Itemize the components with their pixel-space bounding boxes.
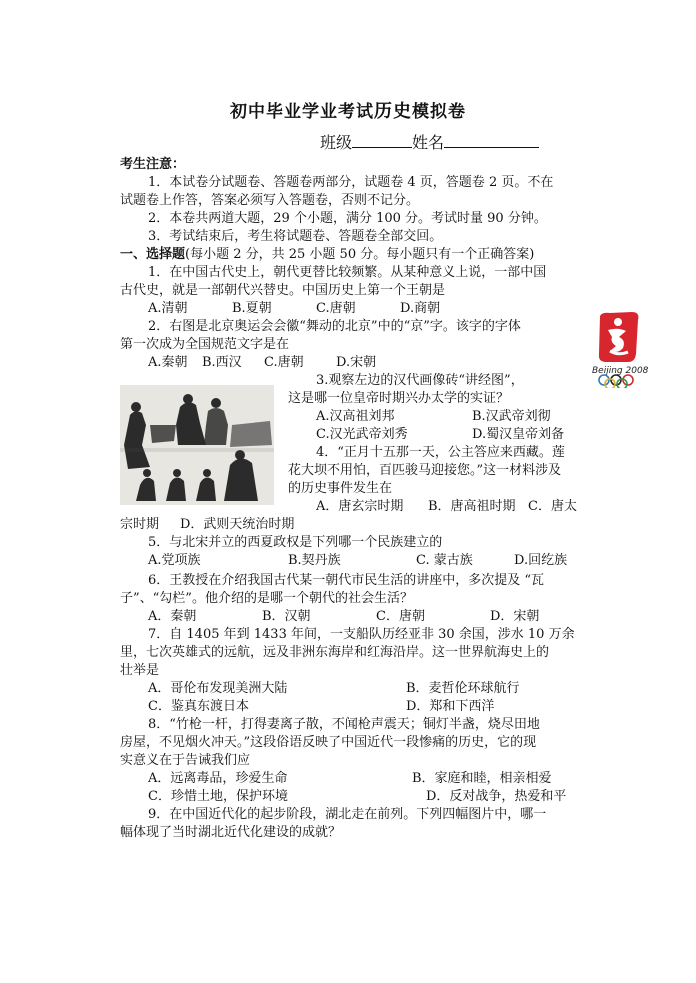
notice-heading: 考生注意：: [120, 157, 186, 172]
q7-stem-cont2: 壮举是: [120, 663, 160, 678]
q2-stem-cont: 第一次成为全国规范文字是在: [120, 337, 290, 352]
q3-stem: 3.观察左边的汉代画像砖“讲经图”，: [316, 373, 524, 388]
q4-stem-cont: 花大坝不用怕，百匹骏马迎接您。”这一材料涉及: [288, 463, 562, 478]
q8-stem-cont2: 实意义在于告诫我们应: [120, 753, 251, 768]
q6-option-b: B．汉朝: [262, 609, 311, 624]
q7-stem: 7．自 1405 年到 1433 年间，一支船队历经亚非 30 余国，涉水 10 万余: [148, 627, 575, 642]
q5-option-a: A.党项族: [148, 553, 201, 568]
q1-stem: 1．在中国古代史上，朝代更替比较频繁。从某种意义上说，一部中国: [148, 265, 547, 280]
q4-stem: 4．“正月十五那一天，公主答应来西藏。莲: [316, 445, 565, 460]
q9-stem: 9．在中国近代化的起步阶段，湖北走在前列。下列四幅图片中，哪一: [148, 807, 547, 822]
q1-option-d: D.商朝: [400, 301, 441, 316]
q8-stem: 8．“竹枪一杆，打得妻离子散，不闻枪声震天；铜灯半盏，烧尽田地: [148, 717, 540, 732]
q5-stem: 5．与北宋并立的西夏政权是下列哪一个民族建立的: [148, 535, 443, 550]
q6-stem-cont: 子”、“勾栏”。他介绍的是哪一个朝代的社会生活？: [120, 591, 413, 606]
notice-item-1-cont: 试题卷上作答，答案必须写入答题卷，否则不记分。: [120, 193, 420, 208]
q3-option-d: D.蜀汉皇帝刘备: [472, 427, 565, 442]
q7-option-b: B．麦哲伦环球航行: [406, 681, 520, 696]
beijing-olympics-emblem: [588, 310, 658, 388]
han-brick-lecture-image: [120, 385, 274, 505]
notice-item-2: 2．本卷共两道大题，29 个小题，满分 100 分。考试时量 90 分钟。: [148, 211, 547, 226]
q1-option-c: C.唐朝: [316, 301, 356, 316]
name-label: 姓名: [412, 133, 445, 152]
notice-item-1: 1．本试卷分试题卷、答题卷两部分，试题卷 4 页，答题卷 2 页。不在: [148, 175, 554, 190]
q4-option-d: D．武则天统治时期: [180, 517, 295, 532]
class-blank: [352, 133, 412, 148]
emblem-text: Beijing 2008: [592, 366, 649, 376]
q5-option-b: B.契丹族: [288, 553, 341, 568]
q5-option-c: C. 蒙古族: [416, 553, 473, 568]
q8-option-a: A．远离毒品，珍爱生命: [148, 771, 288, 786]
q3-option-a: A.汉高祖刘邦: [316, 409, 395, 424]
q4-stem-cont2: 的历史事件发生在: [288, 481, 393, 496]
q3-option-c: C.汉光武帝刘秀: [316, 427, 408, 442]
q6-option-d: D．宋朝: [490, 609, 540, 624]
q4-option-c-cont: 宗时期: [120, 517, 160, 532]
q1-option-b: B.夏朝: [232, 301, 272, 316]
q1-option-a: A.清朝: [148, 301, 188, 316]
q7-option-d: D．郑和下西洋: [406, 699, 495, 714]
student-info-line: [320, 130, 539, 153]
q7-stem-cont: 里，七次英雄式的远航，远及非洲东海岸和红海沿岸。这一世界航海史上的: [120, 645, 550, 660]
q3-option-b: B.汉武帝刘彻: [472, 409, 551, 424]
q8-option-c: C．珍惜土地，保护环境: [148, 789, 288, 804]
q7-option-a: A．哥伦布发现美洲大陆: [148, 681, 288, 696]
q8-stem-cont: 房屋，不见烟火冲天。”这段俗语反映了中国近代一段惨痛的历史，它的现: [120, 735, 537, 750]
q4-option-c: C．唐太: [528, 499, 577, 514]
q8-option-b: B．家庭和睦，相亲相爱: [412, 771, 552, 786]
name-blank: [444, 133, 539, 148]
page-title: 初中毕业学业考试历史模拟卷: [230, 101, 466, 122]
q2-stem: 2．右图是北京奥运会会徽“舞动的北京”中的“京”字。该字的字体: [148, 319, 521, 334]
q2-option-c: C.唐朝: [264, 355, 304, 370]
section-heading: 一、选择题(每小题 2 分，共 25 小题 50 分。每小题只有一个正确答案): [120, 247, 535, 262]
q2-option-b: B.西汉: [202, 355, 242, 370]
q1-stem-cont: 古代史，就是一部朝代兴替史。中国历史上第一个王朝是: [120, 283, 446, 298]
q6-option-c: C．唐朝: [376, 609, 425, 624]
q3-stem-cont: 这是哪一位皇帝时期兴办太学的实证？: [288, 391, 510, 406]
q2-option-d: D.宋朝: [336, 355, 377, 370]
q9-stem-cont: 幅体现了当时湖北近代化建设的成就？: [120, 825, 342, 840]
q8-option-d: D．反对战争，热爱和平: [426, 789, 567, 804]
q6-option-a: A．秦朝: [148, 609, 197, 624]
q7-option-c: C．鉴真东渡日本: [148, 699, 249, 714]
q4-option-b: B．唐高祖时期: [428, 499, 516, 514]
q5-option-d: D.回纥族: [514, 553, 568, 568]
q2-option-a: A.秦朝: [148, 355, 188, 370]
class-label: 班级: [320, 133, 353, 152]
notice-item-3: 3．考试结束后，考生将试题卷、答题卷全部交回。: [148, 229, 443, 244]
q6-stem: 6．王教授在介绍我国古代某一朝代市民生活的讲座中，多次提及 “瓦: [148, 573, 545, 588]
q4-option-a: A．唐玄宗时期: [316, 499, 404, 514]
